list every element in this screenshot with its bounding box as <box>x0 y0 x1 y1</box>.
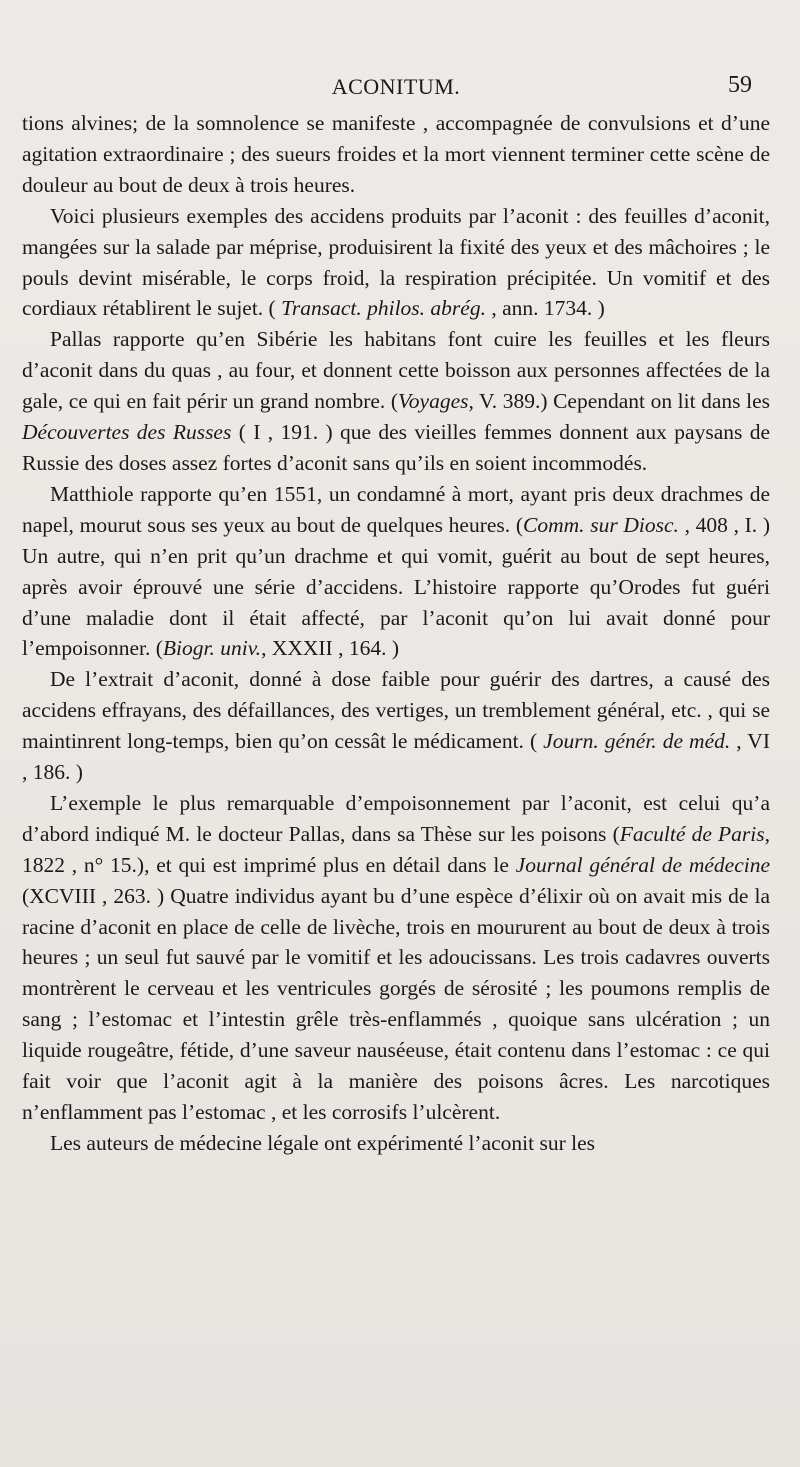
paragraph-examples <box>22 201 770 325</box>
text-run: Pallas rapporte qu’en Sibérie les habitans font cuire les feuilles et les fleurs d’aconit dans du quas , au four, et donnent cette boisson aux personnes affectées de la gale, ce qui en fait périr un grand nombre. ( <box>22 327 770 414</box>
citation-text: Découvertes des Russes <box>22 420 232 445</box>
citation-text: Journ. génér. de méd. <box>543 729 731 754</box>
text-run: , 1822 , n° 15.), et qui est imprimé plus en détail dans le <box>22 821 770 877</box>
citation-text: Biogr. univ. <box>162 636 262 661</box>
paragraph-extract <box>22 664 770 788</box>
text-run: tions alvines; de la somnolence se manifeste , accompagnée de convulsions et d’une agitation extraordinaire ; des sueurs froides et la mort viennent terminer cette scène de douleur au bout de deux à trois heures. <box>22 111 770 197</box>
text-run: V. 389.) Cependant on lit dans les <box>473 389 770 414</box>
text-run: (XCVIII , 263. ) Quatre individus ayant bu d’une espèce d’élixir où on avait mis de la racine d’aconit en place de celle de livèche, trois en moururent au bout de deux à trois heures ; un seul fut sauvé par le vomitif et les adoucissans. Les trois cadavres ouverts montrèrent le cerveau et les ventricules gorgés de sérosité ; les poumons remplis de sang ; l’estomac et l’intestin grêle très-enflammés , quoique sans ulcération ; un liquide rougeâtre, fétide, d’une saveur nauséeuse, était contenu dans l’estomac : ce qui fait voir que l’aconit agit à la manière des poisons âcres. Les narcotiques n’enflamment pas l’estomac , et les corrosifs l’ulcèrent. <box>22 883 770 1124</box>
text-run: ( I , 191. ) que des vieilles femmes donnent aux paysans de Russie des doses assez fortes d’aconit sans qu’ils en soient incommodés. <box>22 420 770 475</box>
paragraph-remarkable-case <box>22 788 770 1128</box>
text-run: , ann. 1734. ) <box>485 296 605 321</box>
page-header <box>22 0 770 108</box>
paragraph-continuation <box>22 108 770 201</box>
text-run: , VI , 186. ) <box>22 729 770 785</box>
paragraph-pallas-siberia <box>22 324 770 479</box>
citation-text: Transact. philos. abrég. <box>281 296 486 321</box>
citation-text: Faculté de Paris <box>619 821 765 846</box>
text-run: De l’extrait d’aconit, donné à dose faible pour guérir des dartres, a causé des accidens effrayans, des défaillances, des vertiges, un tremblement général, etc. , qui se maintinrent long-temps, bien qu’on cessât le médicament. ( <box>22 667 770 754</box>
citation-text: Comm. sur Diosc. <box>523 512 679 537</box>
text-run: Matthiole rapporte qu’en 1551, un condamné à mort, ayant pris deux drachmes de napel, mourut sous ses yeux au bout de quelques heures. ( <box>22 481 770 537</box>
text-run: L’exemple le plus remarquable d’empoisonnement par l’aconit, est celui qu’a d’abord indiqué M. le docteur Pallas, dans sa Thèse sur les poisons ( <box>22 790 770 846</box>
paragraph-legal-medicine <box>22 1128 752 1159</box>
citation-text: Journal général de médecine <box>515 852 770 877</box>
text-run: , XXXII , 164. ) <box>261 636 399 661</box>
text-run: Les auteurs de médecine légale ont expérimenté l’aconit sur les <box>50 1130 596 1155</box>
text-run: Voici plusieurs exemples des accidens produits par l’aconit : des feuilles d’aconit, mangées sur la salade par méprise, produisirent la fixité des yeux et des mâchoires ; le pouls devint misérable, le corps froid, la respiration précipitée. Un vomitif et des cordiaux rétablirent le sujet. ( <box>22 203 770 321</box>
citation-text: Voyages, <box>398 389 474 414</box>
text-run: , 408 , I. ) Un autre, qui n’en prit qu’un drachme et qui vomit, guérit au bout de sept heures, après avoir éprouvé une série d’accidens. L’histoire rapporte qu’Orodes fut guéri d’une maladie dont il était affecté, par l’aconit qu’on lui avait donné pour l’empoisonner. ( <box>22 512 770 661</box>
running-title: ACONITUM. <box>331 74 461 99</box>
page-number: 59 <box>728 72 752 98</box>
paragraph-matthiole <box>22 479 770 664</box>
body-text <box>22 108 770 1159</box>
